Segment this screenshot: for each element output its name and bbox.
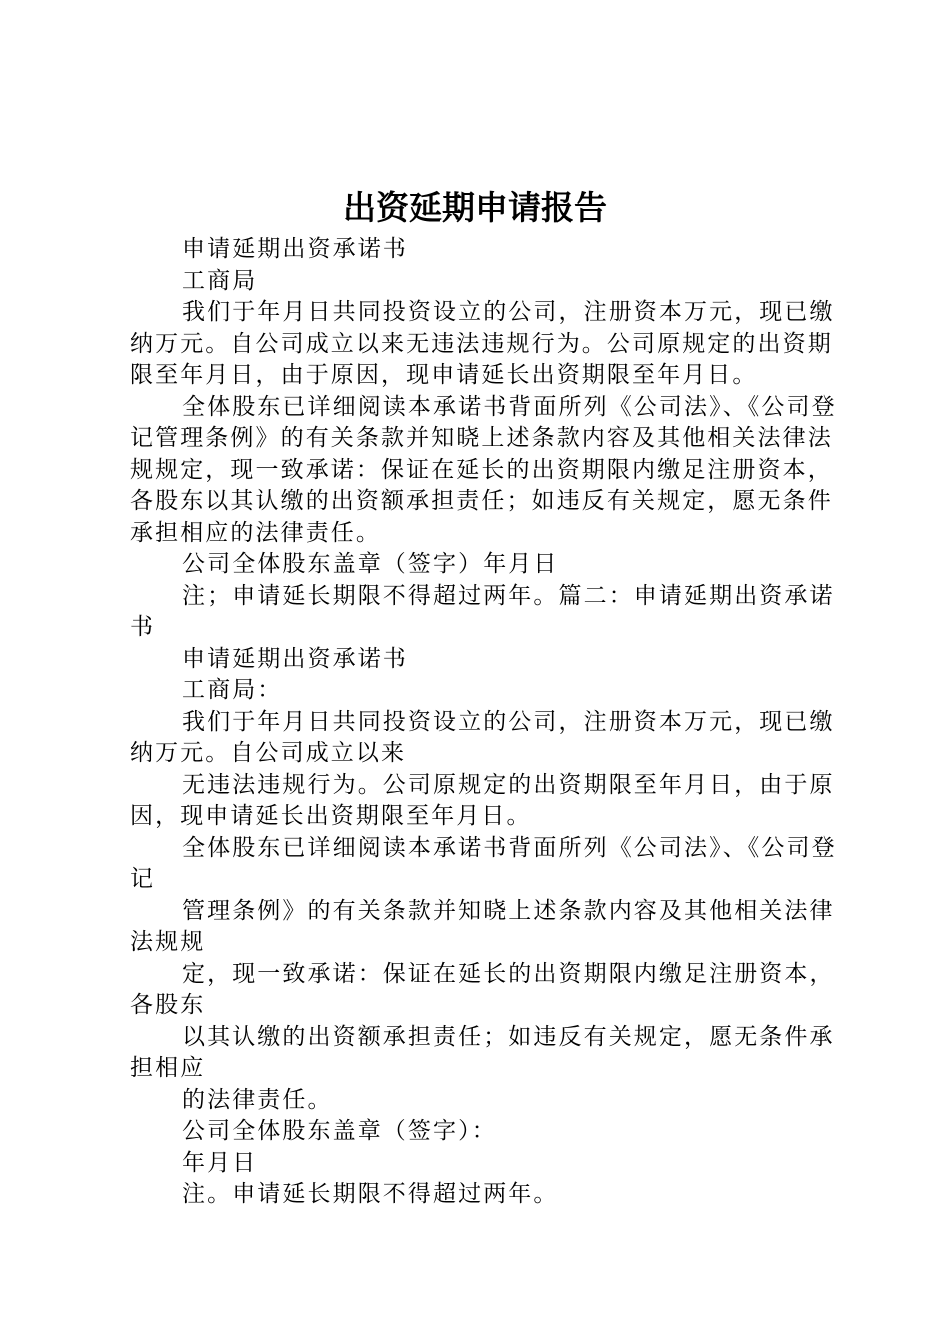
paragraph-11: 全体股东已详细阅读本承诺书背面所列《公司法》、《公司登记 xyxy=(130,834,837,892)
document-body xyxy=(130,234,842,1211)
paragraph-12: 管理条例》的有关条款并知晓上述条款内容及其他相关法律法规规 xyxy=(130,897,835,955)
paragraph-2: 工商局 xyxy=(182,267,258,294)
paragraph-6: 注；申请延长期限不得超过两年。篇二：申请延期出资承诺书 xyxy=(130,582,835,640)
paragraph-8: 工商局： xyxy=(182,677,283,703)
paragraph-13: 定，现一致承诺：保证在延长的出资期限内缴足注册资本，各股东 xyxy=(130,960,835,1018)
paragraph-14: 以其认缴的出资额承担责任；如违反有关规定，愿无条件承担相应 xyxy=(130,1023,835,1081)
paragraph-4: 全体股东已详细阅读本承诺书背面所列《公司法》、《公司登记管理条例》的有关条款并知晓上述条款内容及其他相关法律法规规定，现一致承诺：保证在延长的出资期限内缴足注册资本，各股东以其认缴的出资额承担责任；如违反有关规定，愿无条件承担相应的法律责任。 xyxy=(130,393,837,546)
paragraph-1: 申请延期出资承诺书 xyxy=(182,236,408,262)
paragraph-3: 我们于年月日共同投资设立的公司，注册资本万元，现已缴纳万元。自公司成立以来无违法违规行为。公司原规定的出资期限至年月日，由于原因，现申请延长出资期限至年月日。 xyxy=(130,299,835,388)
paragraph-15: 的法律责任。 xyxy=(182,1086,333,1113)
paragraph-5: 公司全体股东盖章（签字）年月日 xyxy=(182,551,559,577)
paragraph-9: 我们于年月日共同投资设立的公司，注册资本万元，现已缴纳万元。自公司成立以来 xyxy=(130,708,835,766)
paragraph-17: 年月日 xyxy=(182,1149,258,1176)
paragraph-18: 注。申请延长期限不得超过两年。 xyxy=(182,1181,559,1207)
document-title: 出资延期申请报告 xyxy=(343,188,607,227)
paragraph-10: 无违法违规行为。公司原规定的出资期限至年月日，由于原因，现申请延长出资期限至年月日。 xyxy=(130,771,835,829)
paragraph-7: 申请延期出资承诺书 xyxy=(182,645,408,672)
paragraph-16: 公司全体股东盖章（签字）： xyxy=(182,1118,497,1144)
